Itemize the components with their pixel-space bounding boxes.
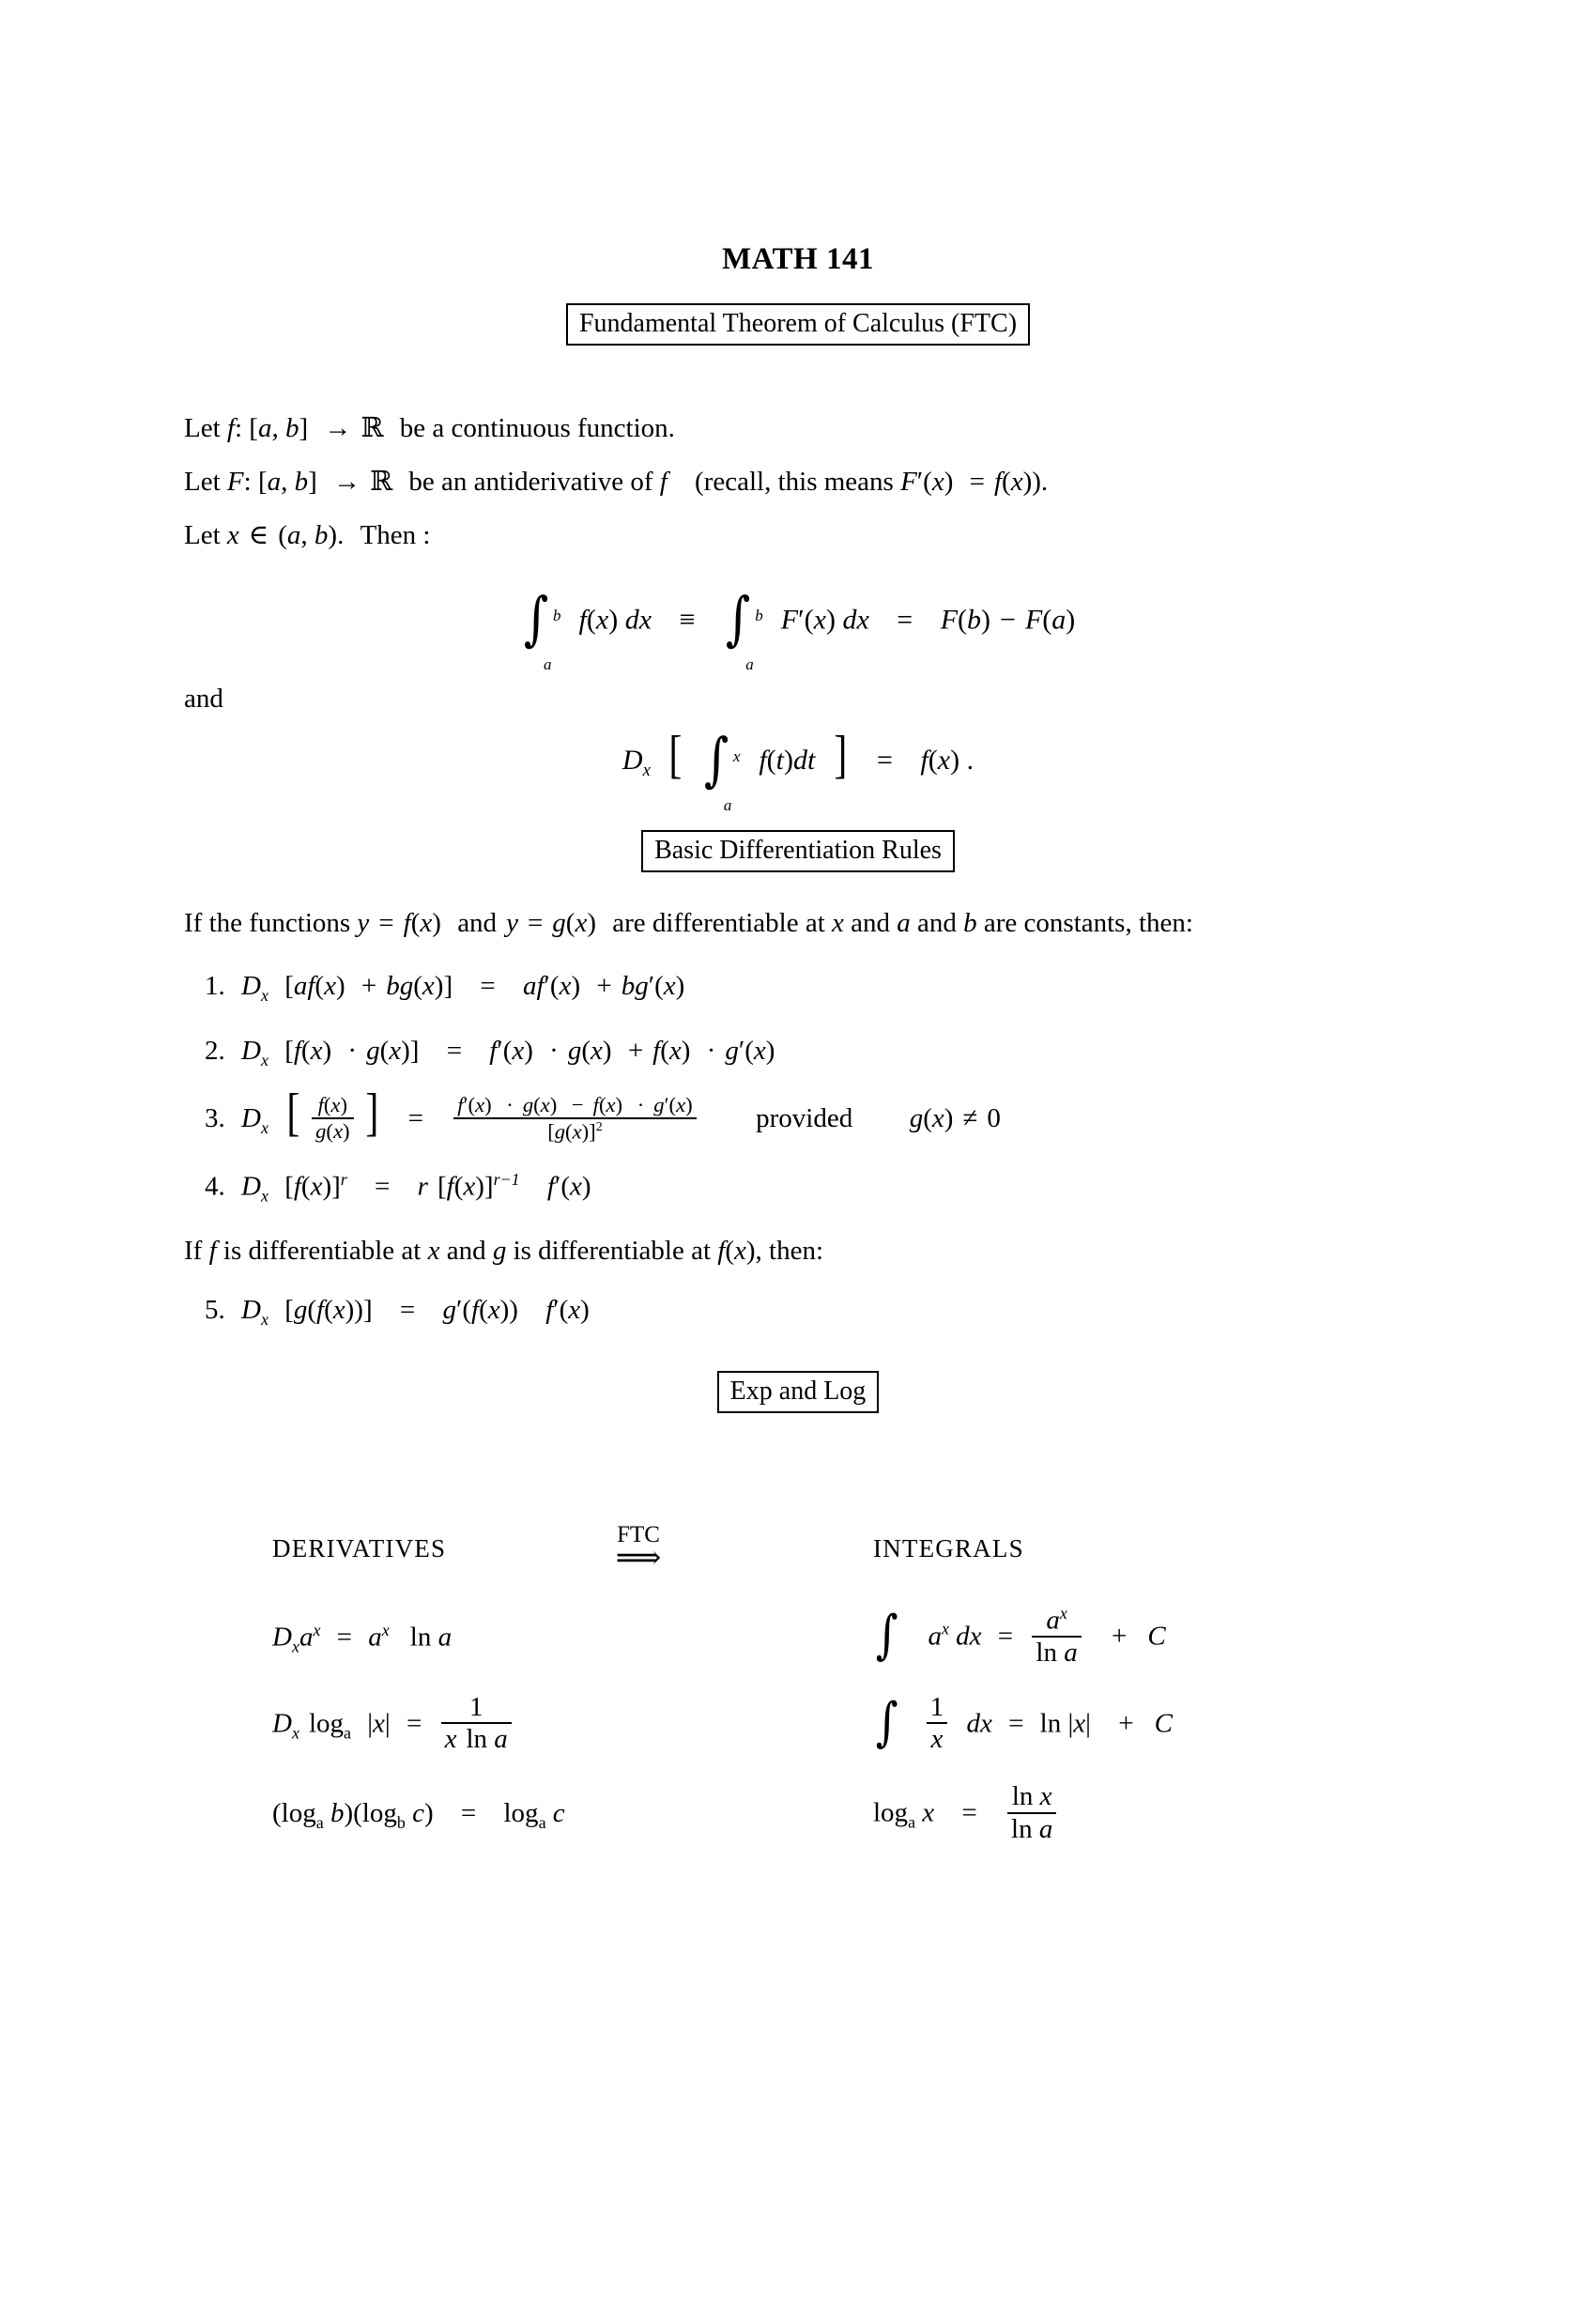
table-row	[0, 1691, 1596, 1757]
rule-number: 5.	[205, 1294, 225, 1325]
table-row	[0, 1781, 1596, 1846]
integral-symbol: ∫ x a	[703, 725, 741, 814]
rule-number: 3.	[205, 1102, 225, 1133]
diff-rule-5: 5. $D_x$ [g(f(x))] = g′(f(x)) f′(x)	[205, 1294, 590, 1329]
section-heading-diff-rules-wrapper	[0, 830, 1596, 872]
fraction-ax-over-lna: $\frac{a^x}{\text{ln a}}$	[1032, 1605, 1081, 1668]
ftc-line-2: Let F: [a, b] → ℝ be an antiderivative of f (recall, this means F′(x) = f(x)).	[184, 467, 1049, 498]
table-header-row	[0, 1522, 1596, 1577]
section-heading-ftc: Fundamental Theorem of Calculus (FTC)	[566, 303, 1030, 346]
diff-rule-3: 3. $D_x$ [ $\frac{f(x)}{g(x)}$ ] = $\frac{f'(x) \cdot g(x) - f(x) \cdot g'(x)}{[g(x)]^2}$ provided g(x) ≠ 0	[205, 1083, 1001, 1144]
integral-formula-2: ∫ $\frac{1}{x}$ dx = ln |x| + C	[751, 1695, 1408, 1757]
double-right-arrow-icon: ⟹	[615, 1541, 662, 1577]
fraction-quotient-rule: $\frac{f'(x) \cdot g(x) - f(x) \cdot g'(x)}{[g(x)]^2}$	[453, 1094, 696, 1143]
derivative-formula-1: $D_xa^x = a^x$ ln a	[272, 1620, 453, 1656]
page-title: MATH 141	[722, 242, 874, 276]
diff-rule-2: 2. $D_x$ [f(x) · g(x)] = f′(x) · g(x) + f(x) · g′(x)	[205, 1036, 775, 1069]
ftc-line-1: Let f: [a, b] → ℝ be a continuous function.	[184, 413, 675, 444]
ftc-arrow	[526, 1522, 751, 1577]
ftc-equation-2: $D_x$ [ ∫ x a f(t)dt ] = f(x) .	[622, 725, 974, 814]
ftc-and-word: and	[184, 684, 223, 715]
integral-formula-3: $\log_a x$ = $\frac{\text{ln x}}{\text{ln a}}$	[751, 1784, 1408, 1846]
table-row	[0, 1604, 1596, 1669]
diff-rule-4: 4. $D_x$ $[f(x)]^r = r$ $[f(x)]^{r-1}$ f′(x)	[205, 1169, 591, 1205]
integral-symbol: ∫	[875, 1605, 898, 1667]
integral-symbol: ∫ b a	[523, 584, 561, 674]
fraction-one-over-x: $\frac{1}{x}$	[927, 1693, 948, 1755]
section-heading-exp-log-wrapper	[0, 1371, 1596, 1413]
rule-number: 4.	[205, 1171, 225, 1202]
ftc-equation-1: ∫ b a f(x) dx ≡ ∫ b a F′(x) dx = F(b) − F(a)	[0, 598, 1596, 646]
ftc-arrow-label: FTC	[617, 1522, 660, 1548]
exp-log-table	[0, 1524, 1596, 1846]
diff-rules-intro: If the functions y = f(x) and y = g(x) are differentiable at x and a and b are constants, then:	[184, 908, 1193, 939]
integral-symbol: ∫	[875, 1691, 898, 1753]
document-page	[0, 242, 1596, 2308]
rule-3-condition: g(x) ≠ 0	[909, 1102, 1001, 1133]
derivative-formula-3: ($\log_a$ $b)(\log_b$ $c) = \log_a c$	[272, 1797, 565, 1832]
section-heading-diff-rules: Basic Differentiation Rules	[641, 830, 955, 872]
rule-3-condition-label: provided	[756, 1102, 853, 1133]
column-header-derivatives: DERIVATIVES	[272, 1533, 447, 1562]
chain-rule-intro: If f is differentiable at x and g is differentiable at f(x), then:	[184, 1235, 824, 1266]
rule-number: 1.	[205, 971, 225, 1002]
section-heading-ftc-wrapper	[0, 303, 1596, 346]
column-header-integrals: INTEGRALS	[873, 1533, 1024, 1562]
diff-rule-1: 1. $D_x$ [af(x) + bg(x)] = af′(x) + bg′(x)	[205, 971, 685, 1006]
fraction-lnx-over-lna: $\frac{\text{ln x}}{\text{ln a}}$	[1007, 1782, 1056, 1844]
derivative-formula-2: $D_x$ $\log_a |x|$ = $\frac{1}{\text{x ln a}}$	[0, 1695, 526, 1757]
section-heading-exp-log: Exp and Log	[717, 1371, 880, 1413]
ftc-line-3: Let x ∈ (a, b). Then :	[184, 520, 431, 551]
integral-symbol: ∫ b a	[725, 584, 763, 674]
rule-number: 2.	[205, 1036, 225, 1067]
fraction-f-over-g: $\frac{f(x)}{g(x)}$	[312, 1094, 353, 1143]
integral-formula-1: ∫ $a^x$ dx = $\frac{a^x}{\text{ln a}}$ + C	[751, 1607, 1408, 1669]
fraction-one-over-xlna: $\frac{1}{\text{x ln a}}$	[441, 1693, 512, 1755]
